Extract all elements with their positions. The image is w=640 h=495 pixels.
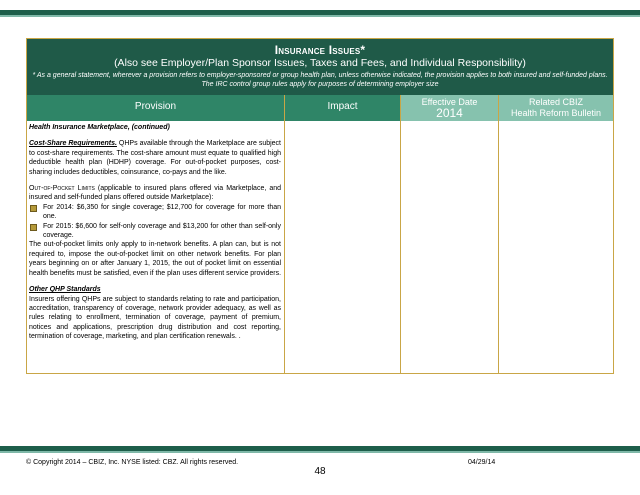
bullet-text: For 2014: $6,350 for single coverage; $12,700 for coverage for more than one.	[43, 203, 281, 221]
column-header-effective-date	[400, 95, 498, 121]
page-number: 48	[314, 466, 326, 477]
section-title: Health Insurance Marketplace, (continued)	[29, 124, 170, 131]
provision-cell	[29, 121, 281, 373]
related-label-line1: Related CBIZ	[528, 97, 584, 107]
related-bulletin-cell	[498, 121, 613, 373]
column-header-provision: Provision	[27, 95, 284, 121]
oop-intro-text: (applicable to insured plans offered via Marketplace, and insured and self-funded plans offered outside Marketplace):	[29, 185, 282, 202]
column-header-impact: Impact	[284, 95, 400, 121]
cost-share-paragraph	[29, 139, 281, 177]
effective-date-cell	[400, 121, 498, 373]
insurance-issues-table	[26, 38, 614, 374]
header-note: * As a general statement, wherever a provision refers to employer-sponsored or group health plan, unless otherwise indicated, the provision applies to both insured and self-funded plans. The IRC control group rules apply for purposes of determining employer size	[32, 72, 608, 88]
related-label-line2: Health Reform Bulletin	[510, 108, 602, 118]
bottom-rule-light	[0, 451, 640, 453]
bullet-square-icon	[30, 205, 37, 212]
oop-paragraph: The out-of-pocket limits only apply to in-network benefits. A plan can, but is not required to, impose the out-of-pocket limit on other network benefits. For plan years beginning on or after January 1, 2015, the out of pocket limit on essential health benefits must be satisfied, even if the plan uses different service providers.	[29, 241, 282, 277]
footer-date: 04/29/14	[468, 459, 496, 466]
oop-intro-paragraph	[29, 184, 281, 203]
cost-share-text: QHPs available through the Marketplace are subject to cost-share requirements. The cost-share amount must equate to qualified high deductible health plan (HDHP) coverage. For out-of-pocket purposes, cost-sharing includes deductibles, coinsurance, co-pays and the like.	[29, 140, 281, 176]
bullet-square-icon	[30, 224, 37, 231]
cost-share-heading: Cost-Share Requirements.	[29, 140, 117, 148]
header-subtitle: (Also see Employer/Plan Sponsor Issues, Taxes and Fees, and Individual Responsibility)	[114, 57, 526, 69]
effective-date-year: 2014	[436, 106, 463, 120]
table-header	[27, 39, 613, 95]
header-title: Insurance Issues*	[274, 43, 366, 57]
oop-heading: Out-of-Pocket Limits	[29, 185, 95, 193]
bullet-2015	[29, 222, 281, 241]
footer-copyright: © Copyright 2014 – CBIZ, Inc. NYSE listed: CBZ. All rights reserved.	[26, 459, 239, 466]
top-rule-light	[0, 15, 640, 17]
other-qhp-text: Insurers offering QHPs are subject to standards relating to rate and participation, accreditation, transparency of coverage, network provider adequacy, as well as rules relating to enrollment, termination of coverage, payment of premium, notices and applications, prescription drug distribution and cost reporting, termination of coverage, marketing, and plan certification renewals. .	[29, 295, 281, 341]
other-qhp-heading: Other QHP Standards	[29, 286, 101, 294]
bullet-text: For 2015: $6,600 for self-only coverage and $13,200 for other than self-only coverage.	[43, 222, 281, 240]
column-header-related-bulletin	[498, 95, 613, 121]
bullet-2014	[29, 203, 281, 222]
impact-cell	[284, 121, 400, 373]
effective-date-label: Effective Date	[421, 97, 478, 107]
